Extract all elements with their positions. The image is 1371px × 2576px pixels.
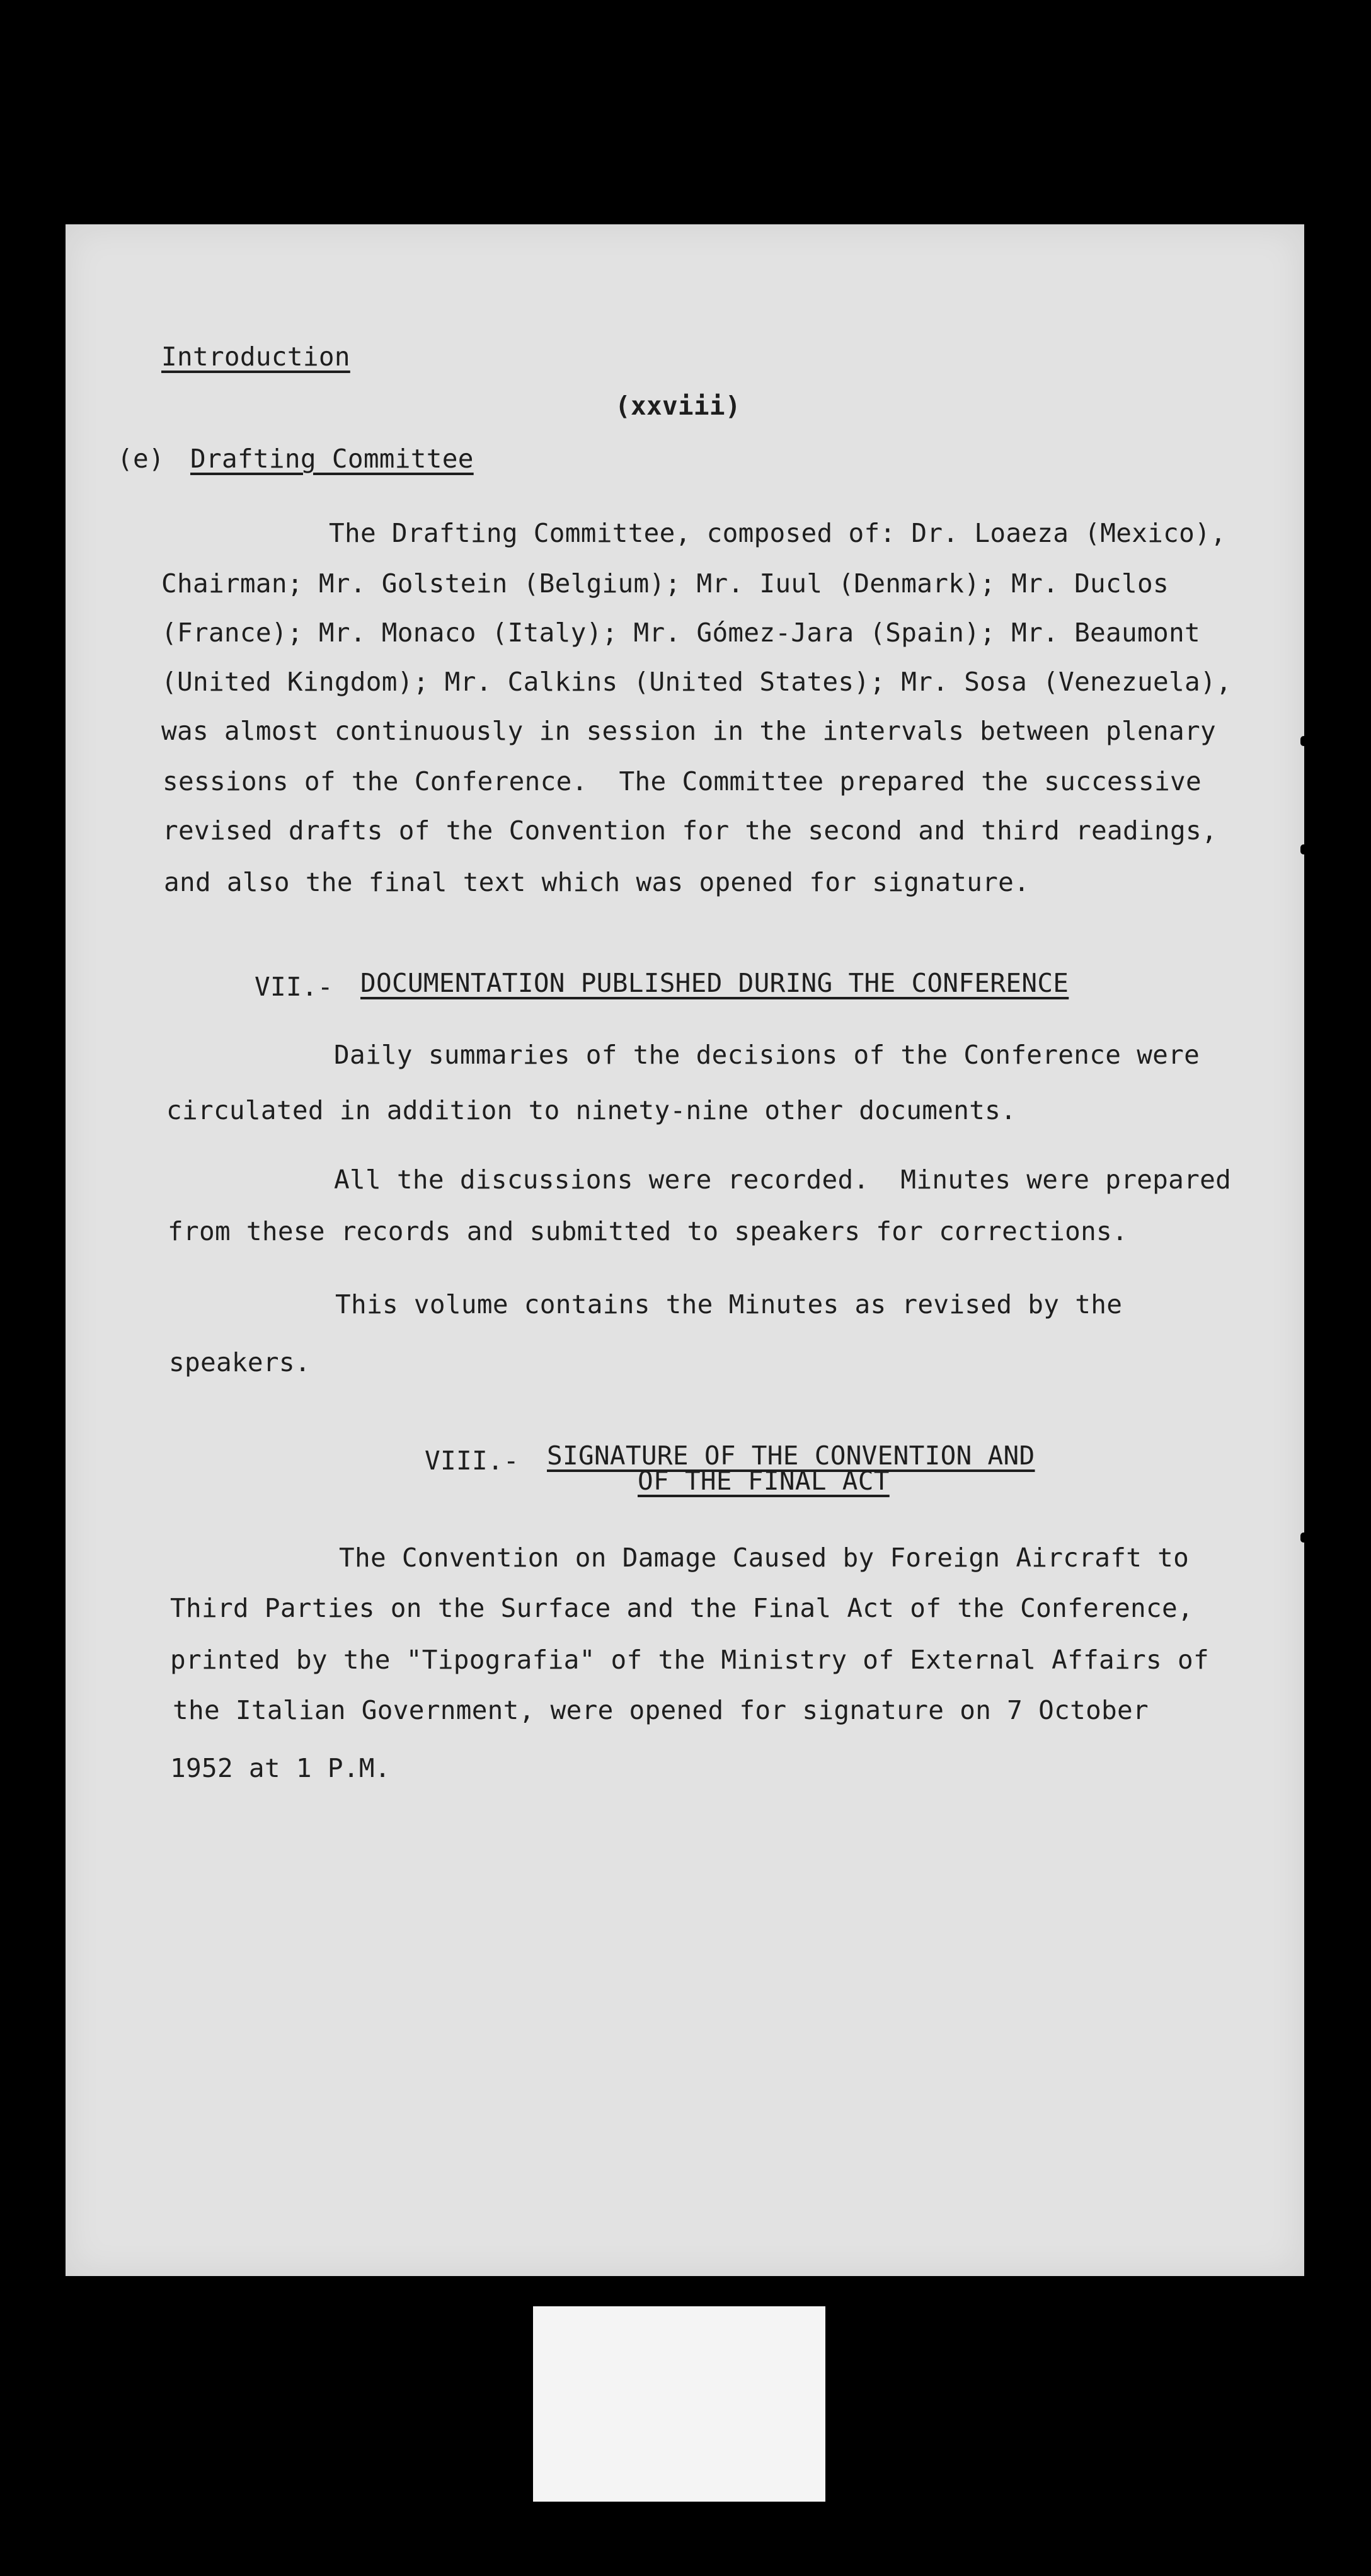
paragraph-line: circulated in addition to ninety-nine other documents.: [166, 1095, 1017, 1125]
subsection-label: (e): [117, 444, 164, 474]
section-number: VIII.-: [425, 1446, 519, 1476]
paragraph-line: speakers.: [169, 1347, 311, 1377]
edge-mark: [1300, 736, 1307, 746]
paragraph-line: revised drafts of the Convention for the second and third readings,: [163, 815, 1217, 846]
paragraph-line: and also the final text which was opened for signature.: [164, 867, 1030, 897]
edge-mark: [1300, 844, 1307, 854]
paragraph-line: This volume contains the Minutes as revised by the: [335, 1289, 1123, 1320]
paragraph-line: (United Kingdom); Mr. Calkins (United States); Mr. Sosa (Venezuela),: [161, 667, 1232, 697]
section-number: VII.-: [255, 972, 333, 1002]
paragraph-line: The Convention on Damage Caused by Foreign Aircraft to: [339, 1543, 1190, 1573]
label-card: [533, 2306, 825, 2502]
page-number: (xxviii): [615, 391, 741, 421]
paragraph-line: 1952 at 1 P.M.: [170, 1753, 391, 1783]
edge-mark: [1300, 1532, 1307, 1543]
section-title: SIGNATURE OF THE CONVENTION AND: [547, 1440, 1035, 1471]
section-heading: Introduction: [161, 342, 350, 372]
subsection-title: Drafting Committee: [190, 444, 474, 474]
paragraph-line: was almost continuously in session in the intervals between plenary: [161, 716, 1216, 746]
paragraph-line: All the discussions were recorded. Minutes were prepared: [334, 1164, 1232, 1195]
paragraph-line: The Drafting Committee, composed of: Dr. Loaeza (Mexico),: [329, 518, 1227, 548]
paragraph-line: the Italian Government, were opened for signature on 7 October: [173, 1695, 1149, 1725]
paragraph-line: (France); Mr. Monaco (Italy); Mr. Gómez-Jara (Spain); Mr. Beaumont: [161, 618, 1200, 648]
paragraph-line: from these records and submitted to speakers for corrections.: [168, 1216, 1128, 1246]
section-title: DOCUMENTATION PUBLISHED DURING THE CONFERENCE: [360, 968, 1069, 998]
paragraph-line: Daily summaries of the decisions of the Conference were: [334, 1040, 1200, 1070]
paragraph-line: printed by the "Tipografia" of the Ministry of External Affairs of: [170, 1645, 1209, 1675]
section-title: OF THE FINAL ACT: [638, 1466, 890, 1496]
paragraph-line: Third Parties on the Surface and the Final Act of the Conference,: [170, 1593, 1193, 1623]
paragraph-line: Chairman; Mr. Golstein (Belgium); Mr. Iuul (Denmark); Mr. Duclos: [161, 568, 1169, 599]
paragraph-line: sessions of the Conference. The Committee prepared the successive: [163, 766, 1202, 796]
